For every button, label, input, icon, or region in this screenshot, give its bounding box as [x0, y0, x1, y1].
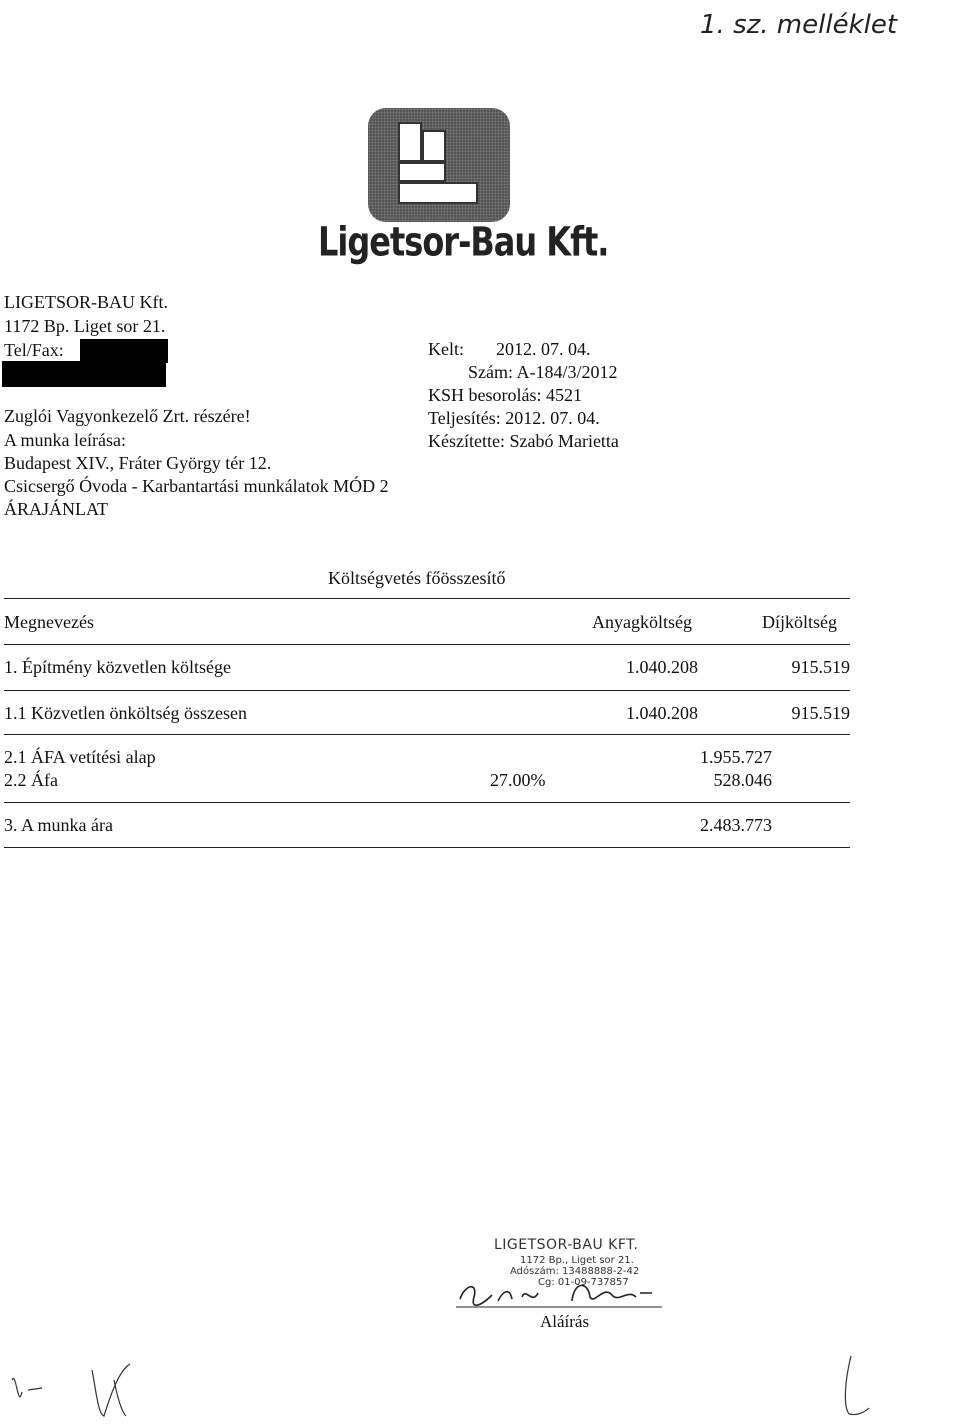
- recipient-line: Zuglói Vagyonkezelő Zrt. részére!: [4, 406, 251, 426]
- redaction-box: [2, 361, 166, 387]
- vat-label: 2.2 Áfa: [4, 770, 58, 790]
- document-number: Szám: A-184/3/2012: [468, 362, 618, 382]
- vat-base-value: 1.955.727: [700, 747, 772, 767]
- signature-label: Aláírás: [540, 1312, 590, 1331]
- table-row-material: 1.040.208: [626, 703, 698, 723]
- company-logo-icon: [368, 108, 510, 222]
- initial-mark: [835, 1350, 875, 1420]
- stamp-line: Adószám: 13488888-2-42: [510, 1266, 640, 1277]
- vat-rate: 27.00%: [490, 770, 546, 790]
- sender-telfax-label: Tel/Fax:: [4, 340, 64, 360]
- completion-date: Teljesítés: 2012. 07. 04.: [428, 408, 600, 428]
- table-row-fee: 915.519: [791, 703, 850, 723]
- table-row-name: 1. Építmény közvetlen költsége: [4, 657, 231, 677]
- column-header-fee: Díjköltség: [762, 612, 837, 632]
- work-description-label: A munka leírása:: [4, 430, 126, 450]
- total-value: 2.483.773: [700, 815, 772, 835]
- stamp-line: Cg: 01-09-737857: [538, 1277, 629, 1288]
- table-row-material: 1.040.208: [626, 657, 698, 677]
- vat-value: 528.046: [713, 770, 772, 790]
- column-header-name: Megnevezés: [4, 612, 94, 632]
- table-row-fee: 915.519: [791, 657, 850, 677]
- signature-scribble: [452, 1275, 672, 1315]
- logo-company-name: Ligetsor-Bau Kft.: [318, 218, 609, 266]
- sender-company: LIGETSOR-BAU Kft.: [4, 292, 168, 312]
- stamp-line: LIGETSOR-BAU KFT.: [494, 1237, 639, 1253]
- date-value: 2012. 07. 04.: [496, 339, 591, 359]
- column-header-material: Anyagköltség: [592, 612, 692, 632]
- total-label: 3. A munka ára: [4, 815, 113, 835]
- document-type: ÁRAJÁNLAT: [4, 499, 109, 519]
- vat-base-label: 2.1 ÁFA vetítési alap: [4, 747, 156, 767]
- site-address: Budapest XIV., Fráter György tér 12.: [4, 453, 272, 473]
- initials-scribble: [2, 1340, 162, 1420]
- ksh-classification: KSH besorolás: 4521: [428, 385, 582, 405]
- sender-address: 1172 Bp. Liget sor 21.: [4, 316, 166, 336]
- stamp-line: 1172 Bp., Liget sor 21.: [520, 1255, 634, 1266]
- table-title: Költségvetés főösszesítő: [328, 568, 506, 588]
- table-row-name: 1.1 Közvetlen önköltség összesen: [4, 703, 247, 723]
- redaction-box: [80, 339, 168, 363]
- project-name: Csicsergő Óvoda - Karbantartási munkálatok MÓD 2: [4, 476, 389, 496]
- handwritten-annex-note: 1. sz. melléklet: [700, 10, 898, 40]
- date-label: Kelt:: [428, 339, 464, 359]
- prepared-by: Készítette: Szabó Marietta: [428, 431, 619, 451]
